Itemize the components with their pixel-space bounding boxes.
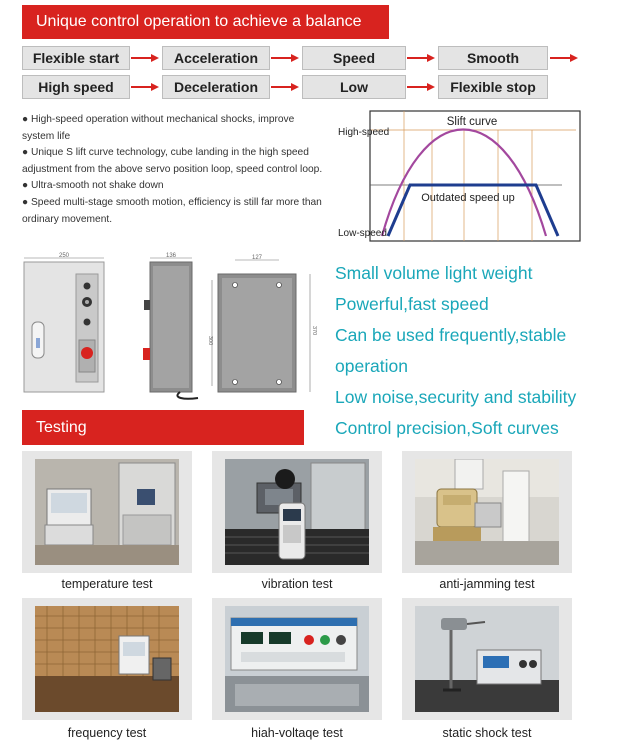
photo-vibration-test (212, 451, 382, 573)
vibration-table-image (225, 459, 369, 565)
side-view-drawing (143, 253, 198, 399)
bullet-item: ● High-speed operation without mechanical shocks, improve system life (22, 114, 295, 142)
bullet-text: Unique S lift curve technology, cube landing in the high speed adjustment from the above servo position loop, speed control loop. (22, 147, 323, 175)
banner-title: Unique control operation to achieve a balance (36, 13, 362, 30)
step-deceleration: Deceleration (162, 75, 270, 99)
feature-line: Low noise,security and stability (335, 387, 577, 407)
speed-curve-chart (332, 108, 584, 244)
photo-frequency-test (22, 598, 192, 720)
bullet-item: ● Unique S lift curve technology, cube landing in the high speed adjustment from the above servo position loop, speed control loop. (22, 147, 323, 175)
chart-title: Slift curve (446, 116, 498, 128)
controller-drawings (22, 252, 332, 402)
bullet-item: ● Ultra-smooth not shake down (22, 180, 164, 192)
dim-side-width: 136 (165, 253, 177, 259)
bullet-text: High-speed operation without mechanical shocks, improve system life (22, 114, 295, 142)
section-banner-control (22, 5, 389, 39)
photo-high-voltage-test (212, 598, 382, 720)
arrow-right-icon (407, 82, 435, 92)
feature-line: Powerful,fast speed (335, 294, 489, 314)
caption-high-voltage-test: hiah-voltaqe test (251, 726, 343, 740)
feature-line: Can be used frequently,stable (335, 325, 567, 345)
arrow-right-icon (271, 82, 299, 92)
step-flexible-start: Flexible start (22, 46, 130, 70)
testing-title: Testing (36, 419, 87, 436)
caption-anti-jamming-test: anti-jamming test (439, 577, 535, 591)
high-voltage-tester-image (225, 606, 369, 712)
dim-front-width: 250 (58, 253, 70, 259)
dim-back-height-right: 370 (311, 326, 317, 336)
static-shock-gun-image (415, 606, 559, 712)
step-high-speed: High speed (22, 75, 130, 99)
caption-frequency-test: frequency test (67, 726, 147, 740)
photo-static-shock-test (402, 598, 572, 720)
section-banner-testing (22, 410, 304, 445)
dim-back-height-left: 300 (207, 336, 213, 346)
step-smooth: Smooth (438, 46, 548, 70)
bullet-text: Ultra-smooth not shake down (30, 180, 164, 192)
arrow-right-icon (271, 53, 299, 63)
label-outdated: Outdated speed up (421, 192, 515, 204)
frequency-lab-image (35, 606, 179, 712)
step-low: Low (302, 75, 406, 99)
feature-highlights (335, 258, 615, 444)
caption-temperature-test: temperature test (61, 577, 153, 591)
photo-temperature-test (22, 451, 192, 573)
feature-line: Small volume light weight (335, 263, 533, 283)
back-view-drawing (207, 255, 317, 392)
bullet-item: ● Speed multi-stage smooth motion, efficiency is still far more than ordinary movement. (22, 196, 322, 225)
label-high-speed: High-speed (338, 127, 390, 138)
photo-anti-jamming-test (402, 451, 572, 573)
arrow-right-icon (131, 82, 159, 92)
caption-static-shock-test: static shock test (442, 726, 532, 740)
feature-bullets (22, 112, 325, 228)
anti-jamming-equipment-image (415, 459, 559, 565)
caption-vibration-test: vibration test (261, 577, 333, 591)
step-flexible-stop: Flexible stop (438, 75, 548, 99)
feature-line: Control precision,Soft curves (335, 418, 559, 438)
arrow-right-icon (550, 53, 578, 63)
dim-back-width: 127 (251, 255, 263, 261)
step-speed: Speed (302, 46, 406, 70)
temperature-chamber-image (35, 459, 179, 565)
feature-line: operation (335, 356, 408, 376)
arrow-right-icon (407, 53, 435, 63)
step-acceleration: Acceleration (162, 46, 270, 70)
bullet-text: Speed multi-stage smooth motion, efficiency is still far more than ordinary movement. (22, 196, 322, 225)
front-view-drawing (24, 253, 104, 392)
arrow-right-icon (131, 53, 159, 63)
label-low-speed: Low-speed (338, 228, 387, 239)
